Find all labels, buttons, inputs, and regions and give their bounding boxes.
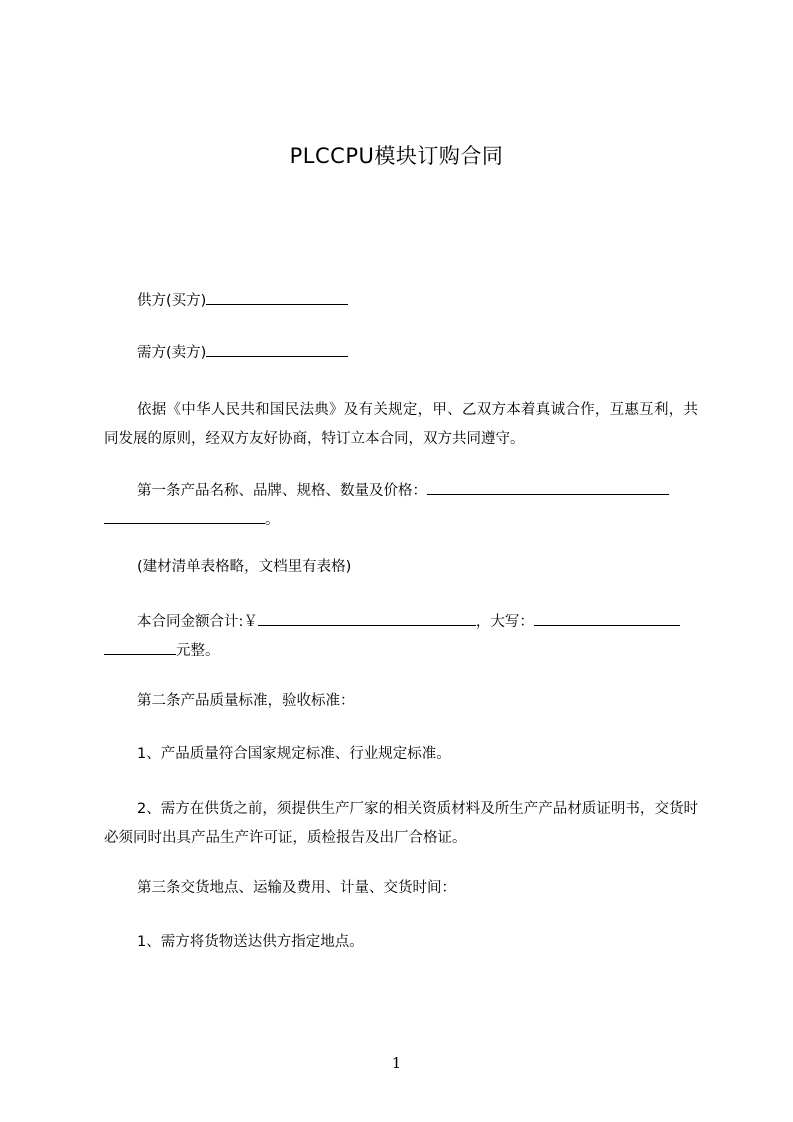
article1-line xyxy=(104,477,704,506)
total-line-2 xyxy=(104,637,704,666)
contract-title: PLCCPU模块订购合同 xyxy=(289,144,504,168)
buyer-label: 需方(卖方) xyxy=(137,345,207,361)
page-number: 1 xyxy=(391,1054,402,1072)
preamble-paragraph: 依据《中华人民共和国民法典》及有关规定，甲、乙双方本着真诚合作，互惠互利，共同发展的原则，经双方友好协商，特订立本合同，双方共同遵守。 xyxy=(104,402,698,447)
supplier-blank[interactable] xyxy=(206,289,348,305)
supplier-label: 供方(买方) xyxy=(137,293,207,309)
total-unit: 元整。 xyxy=(176,643,220,659)
article2-item-1: 1、产品质量符合国家规定标准、行业规定标准。 xyxy=(137,746,451,762)
supplier-line xyxy=(104,287,704,316)
total-uppercase-blank-2[interactable] xyxy=(104,639,176,655)
total-uppercase-blank-1[interactable] xyxy=(534,610,680,626)
material-note: (建材清单表格略，文档里有表格) xyxy=(137,559,352,575)
total-line xyxy=(104,608,704,637)
article1-blank-1[interactable] xyxy=(427,479,669,495)
article3-heading: 第三条交货地点、运输及费用、计量、交货时间： xyxy=(137,880,456,896)
article1-line-2 xyxy=(104,506,704,535)
buyer-blank[interactable] xyxy=(206,341,348,357)
article1-end: 。 xyxy=(265,512,280,528)
total-uppercase-label: ，大写： xyxy=(475,614,534,630)
article2-item-2: 2、需方在供货之前，须提供生产厂家的相关资质材料及所生产产品材质证明书，交货时必须同时出具产品生产许可证，质检报告及出厂合格证。 xyxy=(104,801,698,846)
article2-heading: 第二条产品质量标准，验收标准： xyxy=(137,693,355,709)
total-amount-blank[interactable] xyxy=(258,610,476,626)
total-label: 本合同金额合计:￥ xyxy=(137,614,258,630)
article3-item-1: 1、需方将货物送达供方指定地点。 xyxy=(137,934,364,950)
article1-heading: 第一条产品名称、品牌、规格、数量及价格： xyxy=(137,483,427,499)
buyer-line xyxy=(104,339,704,368)
article1-blank-2[interactable] xyxy=(104,508,265,524)
